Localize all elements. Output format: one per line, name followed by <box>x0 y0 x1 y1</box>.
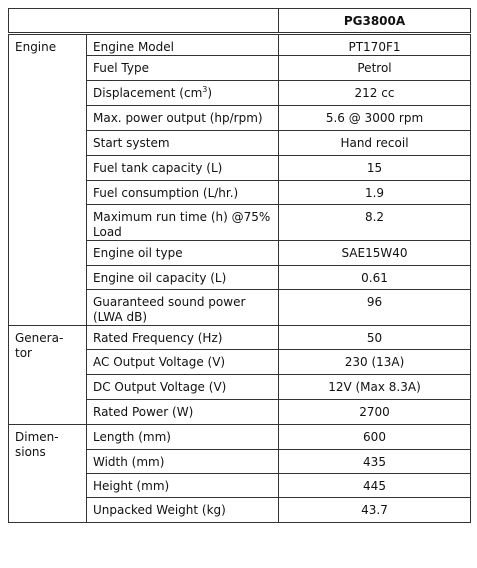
spec-value: SAE15W40 <box>279 241 471 266</box>
spec-value: 8.2 <box>279 205 471 241</box>
spec-label: Fuel consumption (L/hr.) <box>87 181 279 205</box>
spec-value: 0.61 <box>279 266 471 290</box>
group-label: Engine <box>9 34 87 326</box>
spec-value: 445 <box>279 474 471 498</box>
spec-label: Width (mm) <box>87 450 279 474</box>
spec-value: 2700 <box>279 400 471 425</box>
spec-label: Engine oil capacity (L) <box>87 266 279 290</box>
spec-label-superscript: 3 <box>202 85 208 94</box>
spec-label: DC Output Voltage (V) <box>87 375 279 400</box>
spec-value: 230 (13A) <box>279 350 471 375</box>
spec-value: 50 <box>279 326 471 350</box>
spec-value: 15 <box>279 156 471 181</box>
spec-label: AC Output Voltage (V) <box>87 350 279 375</box>
spec-value: 600 <box>279 425 471 450</box>
spec-row <box>9 326 471 350</box>
spec-value: 1.9 <box>279 181 471 205</box>
spec-value: 5.6 @ 3000 rpm <box>279 106 471 131</box>
spec-label: Height (mm) <box>87 474 279 498</box>
spec-label: Guaranteed sound power (LWA dB) <box>87 290 279 326</box>
spec-value: 212 cc <box>279 81 471 106</box>
spec-label: Rated Frequency (Hz) <box>87 326 279 350</box>
spec-table <box>8 8 471 523</box>
group-label: Genera-tor <box>9 326 87 425</box>
spec-label <box>87 81 279 106</box>
spec-label: Max. power output (hp/rpm) <box>87 106 279 131</box>
spec-row <box>9 34 471 56</box>
spec-label: Engine oil type <box>87 241 279 266</box>
spec-label: Engine Model <box>87 34 279 56</box>
spec-label: Fuel tank capacity (L) <box>87 156 279 181</box>
spec-label: Unpacked Weight (kg) <box>87 498 279 523</box>
spec-label-suffix: ) <box>207 86 213 100</box>
model-header: PG3800A <box>279 9 471 34</box>
spec-label-text: Displacement (cm <box>93 86 203 100</box>
spec-value: PT170F1 <box>279 34 471 56</box>
spec-value: 96 <box>279 290 471 326</box>
spec-value: Hand recoil <box>279 131 471 156</box>
spec-label: Length (mm) <box>87 425 279 450</box>
spec-label: Start system <box>87 131 279 156</box>
spec-label: Fuel Type <box>87 56 279 81</box>
spec-value: Petrol <box>279 56 471 81</box>
spec-table-body <box>9 9 471 523</box>
group-label: Dimen-sions <box>9 425 87 523</box>
spec-label: Maximum run time (h) @75% Load <box>87 205 279 241</box>
spec-value: 12V (Max 8.3A) <box>279 375 471 400</box>
spec-value: 43.7 <box>279 498 471 523</box>
spec-row <box>9 425 471 450</box>
header-row <box>9 9 471 34</box>
header-empty-cell <box>9 9 279 34</box>
spec-label: Rated Power (W) <box>87 400 279 425</box>
spec-value: 435 <box>279 450 471 474</box>
